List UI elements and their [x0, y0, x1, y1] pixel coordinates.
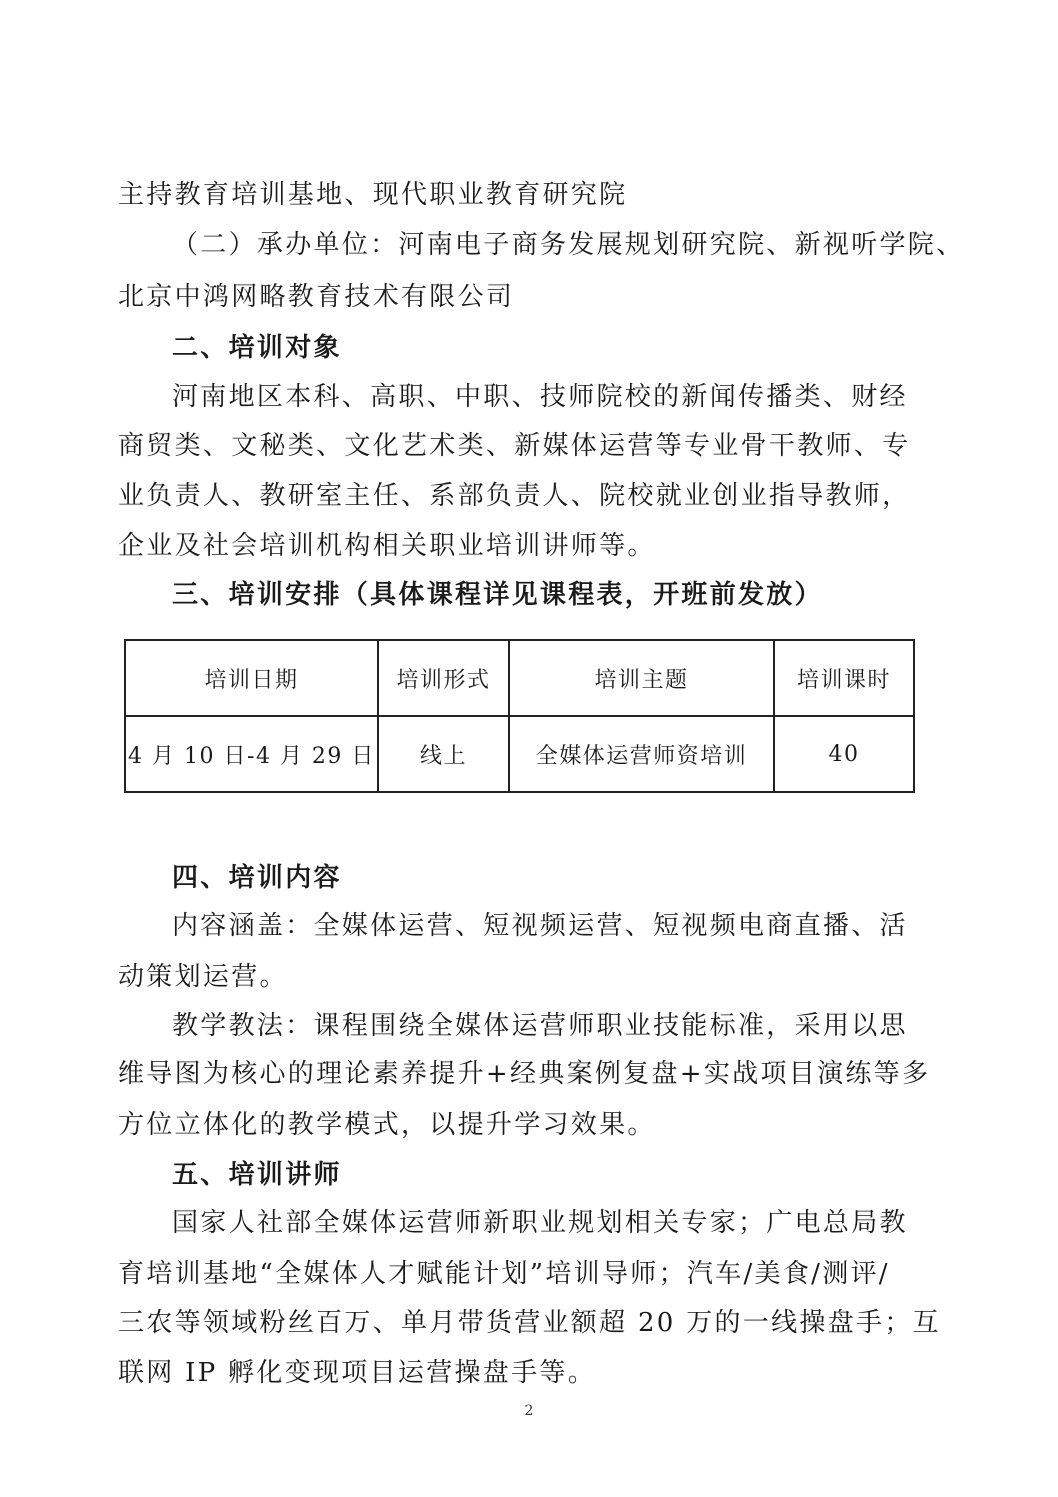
- schedule-table: [124, 639, 915, 793]
- table-row: [125, 716, 914, 792]
- text-line: 方位立体化的教学模式，以提升学习效果。: [118, 1110, 656, 1140]
- page-number: 2: [524, 1403, 534, 1419]
- cell-format: 线上: [378, 716, 509, 792]
- text-line: 维导图为核心的理论素养提升+经典案例复盘+实战项目演练等多: [118, 1059, 931, 1089]
- section-heading-lecturers: 五、培训讲师: [172, 1160, 342, 1190]
- text-line: 国家人社部全媒体运营师新职业规划相关专家；广电总局教: [172, 1208, 908, 1238]
- header-date: 培训日期: [125, 640, 378, 716]
- header-hours: 培训课时: [774, 640, 914, 716]
- cell-date: 4 月 10 日-4 月 29 日: [125, 716, 378, 792]
- header-format: 培训形式: [378, 640, 509, 716]
- text-line: 动策划运营。: [118, 962, 288, 992]
- text-line: 育培训基地“全媒体人才赋能计划”培训导师；汽车/美食/测评/: [118, 1259, 890, 1289]
- text-line: 企业及社会培训机构相关职业培训讲师等。: [118, 531, 656, 561]
- text-line: 联网 IP 孵化变现项目运营操盘手等。: [118, 1358, 596, 1388]
- cell-hours: 40: [774, 716, 914, 792]
- text-line: 三农等领域粉丝百万、单月带货营业额超 20 万的一线操盘手；互: [118, 1308, 941, 1338]
- text-line: 商贸类、文秘类、文化艺术类、新媒体运营等专业骨干教师、专: [118, 431, 911, 461]
- text-line: 业负责人、教研室主任、系部负责人、院校就业创业指导教师，: [118, 481, 911, 511]
- header-topic: 培训主题: [509, 640, 774, 716]
- cell-topic: 全媒体运营师资培训: [509, 716, 774, 792]
- text-line: 主持教育培训基地、现代职业教育研究院: [118, 180, 628, 210]
- text-line: 河南地区本科、高职、中职、技师院校的新闻传播类、财经: [172, 382, 908, 412]
- text-line: 内容涵盖：全媒体运营、短视频运营、短视频电商直播、活: [172, 911, 908, 941]
- text-line: 教学教法：课程围绕全媒体运营师职业技能标准，采用以思: [172, 1011, 908, 1041]
- section-heading-content: 四、培训内容: [172, 863, 342, 893]
- organizer-line: （二）承办单位：河南电子商务发展规划研究院、新视听学院、: [172, 230, 965, 260]
- section-heading-trainees: 二、培训对象: [172, 333, 342, 363]
- section-heading-schedule: 三、培训安排（具体课程详见课程表，开班前发放）: [172, 580, 823, 610]
- text-line: 北京中鸿网略教育技术有限公司: [118, 282, 515, 312]
- table-header-row: [125, 640, 914, 716]
